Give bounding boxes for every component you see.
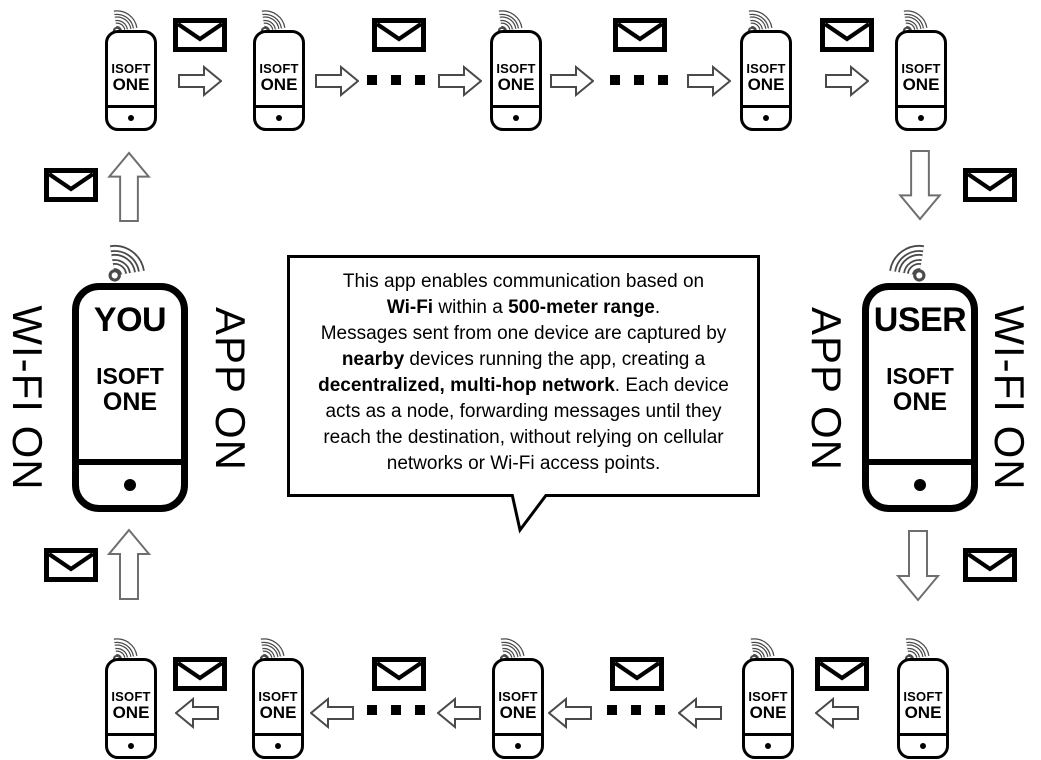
note-tail [505,494,565,534]
arrow-left-icon [678,697,722,729]
ellipsis-dots [607,705,665,715]
home-button-dot [128,115,134,121]
home-button-dot [513,115,519,121]
home-button-dot [920,743,926,749]
relay-phone [250,630,308,760]
home-button-dot [276,115,282,121]
ellipsis-dots [610,75,668,85]
device-name-line2: ONE [497,75,535,94]
app-on-label-right: APP ON [803,307,850,471]
home-button-dot [275,743,281,749]
device-name-line2: ONE [749,703,787,722]
phone-body [105,658,157,759]
device-name-line1: ISOFT [748,689,788,704]
wifi-signal-icon [94,233,156,287]
device-name-line1: ISOFT [258,689,298,704]
phone-home-area [900,733,946,756]
phone-body [897,658,949,759]
dot [607,705,617,715]
arrow-left-icon [310,697,354,729]
arrow-right-icon [550,65,594,97]
home-button-dot [128,743,134,749]
mail-envelope-icon [44,548,98,582]
arrow-right-icon [315,65,359,97]
arrow-left-icon [548,697,592,729]
relay-phone [251,2,309,132]
home-button-dot [914,479,926,491]
phone-home-area [79,459,181,505]
home-button-dot [918,115,924,121]
relay-phone [738,2,796,132]
device-name-line2: ONE [102,388,158,416]
arrow-left-icon [437,697,481,729]
mail-envelope-icon [372,18,426,52]
dot [631,705,641,715]
dot [391,75,401,85]
phone-body [105,30,157,131]
phone-body [740,30,792,131]
mail-envelope-icon [44,168,98,202]
home-button-dot [763,115,769,121]
device-name-line1: ISOFT [259,61,299,76]
phone-home-area [108,105,154,128]
phone-body [252,658,304,759]
device-name-line2: ONE [112,75,150,94]
device-name-line2: ONE [112,703,150,722]
mail-envelope-icon [815,657,869,691]
device-name-line2: ONE [902,75,940,94]
phone-owner-label: YOU [93,301,167,339]
phone-home-area [495,733,541,756]
mail-envelope-icon [613,18,667,52]
arrow-right-icon [825,65,869,97]
dot [610,75,620,85]
device-name-line1: ISOFT [96,363,164,389]
relay-phone [490,630,548,760]
device-name-line2: ONE [892,388,948,416]
user-phone [850,233,990,513]
phone-home-area [869,459,971,505]
phone-body [253,30,305,131]
dot [415,75,425,85]
home-button-dot [515,743,521,749]
ellipsis-dots [367,75,425,85]
phone-body [862,283,978,512]
device-name-line1: ISOFT [111,61,151,76]
device-name-line2: ONE [499,703,537,722]
arrow-left-icon [175,697,219,729]
relay-phone [488,2,546,132]
phone-home-area [743,105,789,128]
device-name-line2: ONE [260,75,298,94]
mail-envelope-icon [173,18,227,52]
phone-home-area [898,105,944,128]
mail-envelope-icon [173,657,227,691]
device-name-line1: ISOFT [901,61,941,76]
device-name-line1: ISOFT [886,363,954,389]
home-button-dot [124,479,136,491]
dot [367,75,377,85]
mail-envelope-icon [963,168,1017,202]
relay-phone [740,630,798,760]
mail-envelope-icon [963,548,1017,582]
you-phone [60,233,200,513]
dot [634,75,644,85]
phone-body [490,30,542,131]
device-name-line1: ISOFT [746,61,786,76]
device-name-line1: ISOFT [111,689,151,704]
relay-phone [103,630,161,760]
wifi-on-label-left: WI-FI ON [4,305,51,491]
info-note-box [287,255,760,497]
relay-phone [103,2,161,132]
dot [655,705,665,715]
phone-body [895,30,947,131]
arrow-left-icon [815,697,859,729]
phone-body [742,658,794,759]
app-on-label-left: APP ON [207,307,254,471]
wifi-signal-icon [878,233,940,287]
note-text: This app enables communication based on Wi-Fi within a 500-meter range. Messages sent from one device are captured by nearby devices running the app, creating a decentralized, multi-hop network. Each device acts as a node, forwarding messages until they reach the destination, without relying on cellular networks or Wi-Fi access points. [318,271,729,474]
mail-envelope-icon [372,657,426,691]
arrow-down-icon [893,530,943,602]
device-name-line1: ISOFT [903,689,943,704]
phone-body [492,658,544,759]
dot [367,705,377,715]
device-name-line1: ISOFT [496,61,536,76]
phone-home-area [108,733,154,756]
phone-home-area [493,105,539,128]
phone-home-area [255,733,301,756]
mail-envelope-icon [610,657,664,691]
arrow-right-icon [438,65,482,97]
mail-envelope-icon [820,18,874,52]
device-name-line2: ONE [747,75,785,94]
device-name-line2: ONE [904,703,942,722]
arrow-right-icon [687,65,731,97]
wifi-on-label-right: WI-FI ON [986,305,1033,491]
arrow-up-icon [104,151,154,222]
phone-home-area [256,105,302,128]
device-name-line1: ISOFT [498,689,538,704]
device-name-line2: ONE [259,703,297,722]
home-button-dot [765,743,771,749]
arrow-up-icon [104,528,154,600]
phone-home-area [745,733,791,756]
arrow-down-icon [895,150,945,221]
relay-phone [893,2,951,132]
phone-body [72,283,188,512]
phone-owner-label: USER [873,301,967,339]
arrow-right-icon [178,65,222,97]
dot [391,705,401,715]
ellipsis-dots [367,705,425,715]
dot [415,705,425,715]
dot [658,75,668,85]
relay-phone [895,630,953,760]
